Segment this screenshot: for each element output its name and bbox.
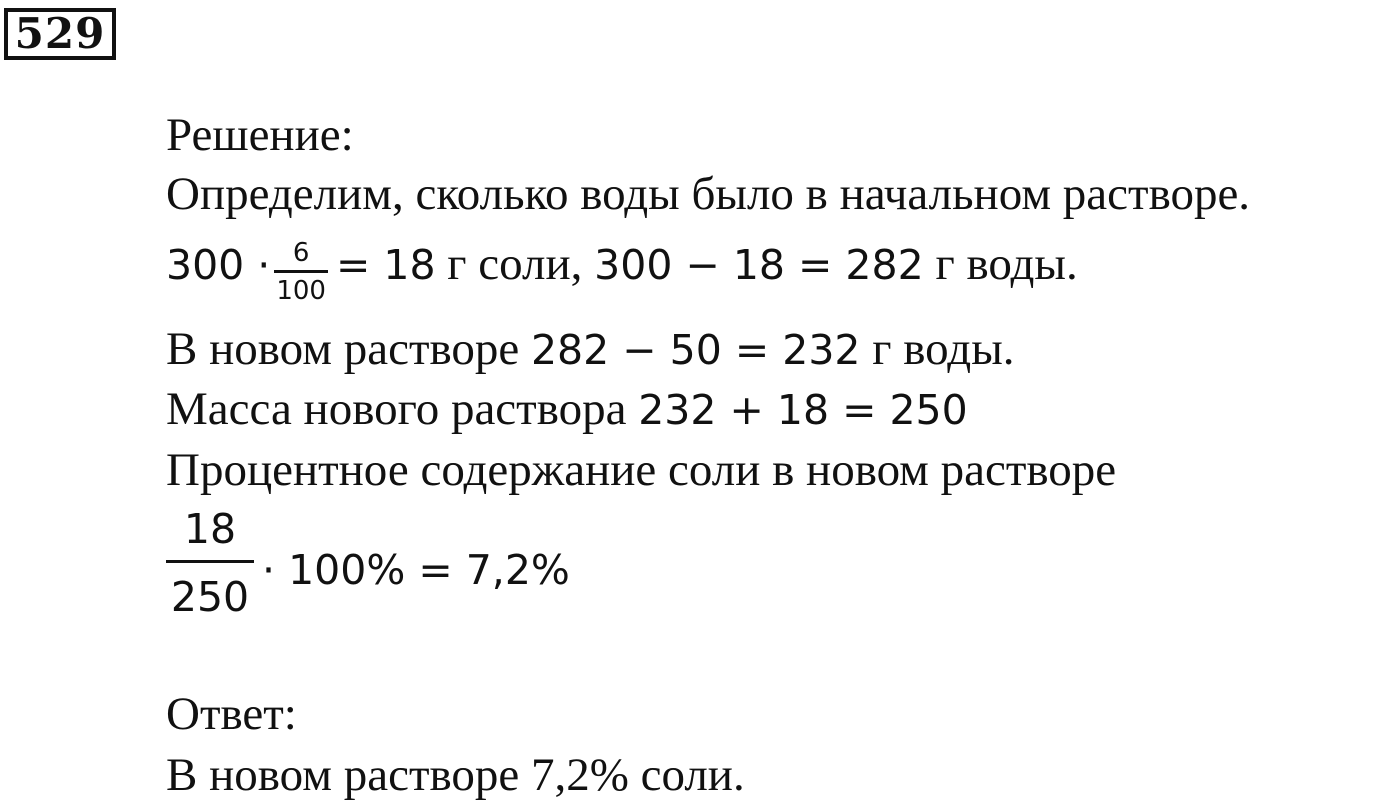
fraction-18-over-250: [166, 505, 254, 621]
fraction-6-over-100: [274, 240, 328, 304]
calc1-unit-salt: г соли,: [435, 237, 595, 290]
task-number-badge: 529: [4, 8, 116, 60]
calc1-result: = 18: [335, 240, 436, 289]
calc1-water-expr: 300 − 18 = 282: [594, 240, 924, 289]
fraction-denominator: 250: [170, 573, 250, 621]
calc1-unit-water: г воды.: [923, 237, 1078, 290]
mass-text: Масса нового раствора: [166, 383, 639, 435]
solution-heading: Решение:: [166, 109, 354, 161]
percent-result: · 100% = 7,2%: [262, 546, 570, 594]
mass-expr: 232 + 18 = 250: [638, 386, 968, 434]
fraction-bar: [274, 270, 328, 273]
new-solution-water-line: [166, 323, 1015, 375]
calc-line-1: [166, 236, 1078, 306]
fraction-numerator: 18: [183, 505, 237, 553]
new-solution-unit: г воды.: [860, 323, 1015, 375]
intro-line: Определим, сколько воды было в начальном растворе.: [166, 168, 1251, 220]
answer-text: В новом растворе 7,2% соли.: [166, 749, 745, 801]
mass-line: [166, 383, 968, 435]
fraction-bar: [166, 560, 254, 563]
percent-heading-line: Процентное содержание соли в новом растворе: [166, 444, 1117, 496]
calc1-left: 300 ·: [166, 240, 271, 289]
answer-heading: Ответ:: [166, 688, 297, 740]
new-solution-expr: 282 − 50 = 232: [530, 326, 861, 374]
fraction-denominator: 100: [276, 276, 326, 306]
new-solution-text: В новом растворе: [166, 323, 531, 375]
fraction-numerator: 6: [292, 238, 310, 268]
